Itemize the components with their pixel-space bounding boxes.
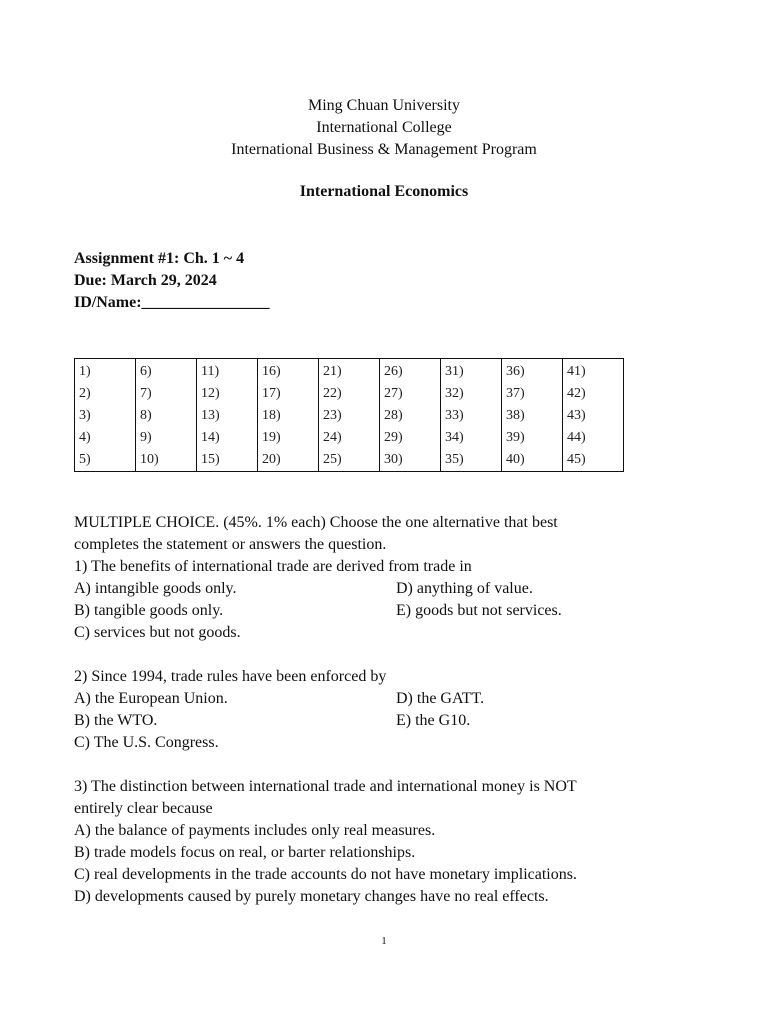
answer-slot: 43): [567, 408, 586, 423]
answer-slot: 11): [201, 364, 220, 379]
answer-slot: 16): [262, 364, 281, 379]
option-d: D) the GATT.: [396, 690, 485, 707]
assignment-info: [74, 248, 270, 314]
answer-slot: 2): [79, 386, 91, 401]
answer-slot: 15): [201, 452, 220, 467]
answer-column: [75, 359, 136, 472]
answer-slot: 12): [201, 386, 220, 401]
answer-slot: 3): [79, 408, 91, 423]
due-date: Due: March 29, 2024: [74, 272, 217, 289]
answer-slot: 39): [506, 430, 525, 445]
answer-slot: 30): [384, 452, 403, 467]
option-row: [74, 710, 694, 732]
option-row: [74, 600, 694, 622]
answer-slot: 29): [384, 430, 403, 445]
answer-slot: 10): [140, 452, 159, 467]
answer-slot: 1): [79, 364, 91, 379]
answer-slot: 8): [140, 408, 152, 423]
multiple-choice-section: [74, 512, 694, 930]
answer-slot: 40): [506, 452, 525, 467]
option-e: E) the G10.: [396, 712, 471, 729]
option-a: A) intangible goods only.: [74, 580, 237, 597]
answer-slot: 7): [140, 386, 152, 401]
answer-slot: 44): [567, 430, 586, 445]
option-a: A) the balance of payments includes only real measures.: [74, 822, 436, 839]
answer-slot: 13): [201, 408, 220, 423]
answer-slot: 14): [201, 430, 220, 445]
answer-slot: 36): [506, 364, 525, 379]
answer-grid-row: [75, 359, 624, 472]
instructions: [74, 512, 694, 556]
answer-grid: [74, 358, 624, 472]
answer-slot: 34): [445, 430, 464, 445]
question-2: [74, 666, 694, 754]
instructions-line: completes the statement or answers the question.: [74, 536, 387, 553]
answer-column: [258, 359, 319, 472]
answer-slot: 42): [567, 386, 586, 401]
answer-slot: 28): [384, 408, 403, 423]
question-stem-continued: entirely clear because: [74, 800, 213, 817]
option-row: [74, 688, 694, 710]
question-stem: 3) The distinction between international trade and international money is NOT: [74, 778, 577, 795]
question-1: [74, 556, 694, 644]
question-stem: 2) Since 1994, trade rules have been enforced by: [74, 668, 387, 685]
answer-slot: 22): [323, 386, 342, 401]
option-c: C) services but not goods.: [74, 624, 241, 641]
id-name-field: ID/Name:________________: [74, 294, 270, 311]
answer-slot: 18): [262, 408, 281, 423]
answer-slot: 24): [323, 430, 342, 445]
option-e: E) goods but not services.: [396, 602, 562, 619]
answer-slot: 41): [567, 364, 586, 379]
answer-slot: 4): [79, 430, 91, 445]
answer-slot: 17): [262, 386, 281, 401]
answer-slot: 38): [506, 408, 525, 423]
answer-column: [136, 359, 197, 472]
answer-slot: 19): [262, 430, 281, 445]
option-c: C) The U.S. Congress.: [74, 734, 219, 751]
answer-slot: 31): [445, 364, 464, 379]
question-stem: 1) The benefits of international trade are derived from trade in: [74, 558, 472, 575]
page-number: 1: [381, 935, 387, 947]
college-name: International College: [316, 119, 452, 136]
answer-slot: 9): [140, 430, 152, 445]
option-b: B) trade models focus on real, or barter relationships.: [74, 844, 416, 861]
answer-slot: 21): [323, 364, 342, 379]
answer-column: [502, 359, 563, 472]
question-3: [74, 776, 694, 908]
answer-slot: 27): [384, 386, 403, 401]
answer-column: [380, 359, 441, 472]
option-b: B) tangible goods only.: [74, 602, 224, 619]
answer-slot: 25): [323, 452, 342, 467]
program-name: International Business & Management Program: [231, 141, 537, 158]
option-c: C) real developments in the trade accounts do not have monetary implications.: [74, 866, 577, 883]
course-title: International Economics: [299, 183, 469, 200]
answer-column: [319, 359, 380, 472]
instructions-line: MULTIPLE CHOICE. (45%. 1% each) Choose the one alternative that best: [74, 514, 558, 531]
answer-slot: 23): [323, 408, 342, 423]
option-row: [74, 578, 694, 600]
answer-column: [197, 359, 258, 472]
university-header: [0, 95, 768, 161]
answer-slot: 20): [262, 452, 281, 467]
assignment-title: Assignment #1: Ch. 1 ~ 4: [74, 250, 245, 267]
answer-column: [441, 359, 502, 472]
option-d: D) anything of value.: [396, 580, 533, 597]
answer-slot: 37): [506, 386, 525, 401]
option-b: B) the WTO.: [74, 712, 158, 729]
answer-slot: 32): [445, 386, 464, 401]
answer-slot: 6): [140, 364, 152, 379]
option-d: D) developments caused by purely monetary changes have no real effects.: [74, 888, 549, 905]
answer-slot: 35): [445, 452, 464, 467]
answer-slot: 5): [79, 452, 91, 467]
option-a: A) the European Union.: [74, 690, 228, 707]
answer-column: [563, 359, 624, 472]
answer-slot: 45): [567, 452, 586, 467]
university-name: Ming Chuan University: [308, 97, 460, 114]
answer-slot: 33): [445, 408, 464, 423]
answer-slot: 26): [384, 364, 403, 379]
